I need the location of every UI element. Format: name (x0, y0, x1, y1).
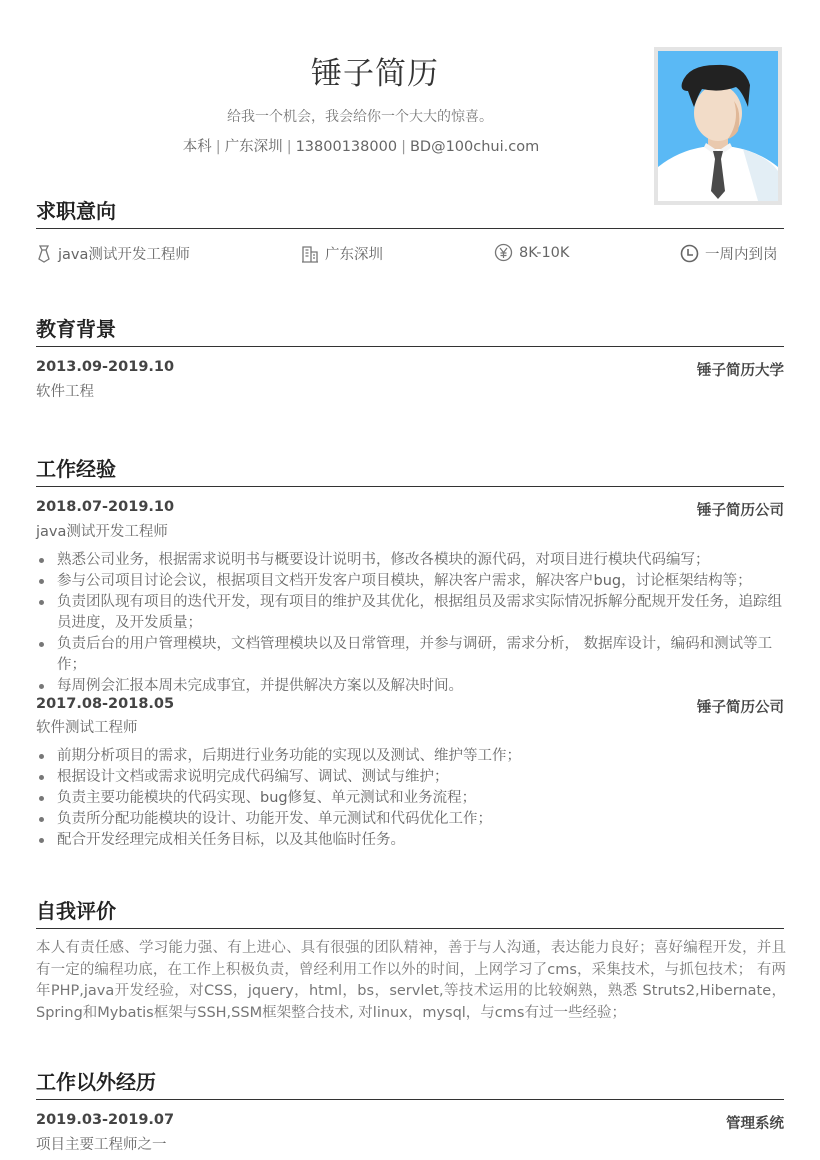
avatar-illustration-icon (658, 51, 778, 201)
separator: | (401, 139, 406, 155)
intent-row (36, 243, 784, 265)
clock-icon (680, 244, 699, 263)
intent-position: java测试开发工程师 (36, 243, 190, 264)
outside-project: 管理系统 (726, 1116, 784, 1132)
slogan: 给我一个机会，我会给你一个大大的惊喜。 (227, 109, 493, 125)
phone: 13800138000 (295, 139, 398, 155)
work-date: 2018.07-2019.10 (36, 499, 175, 515)
section-divider (36, 228, 784, 229)
section-title-education: 教育背景 (36, 317, 116, 341)
list-item: 熟悉公司业务，根据需求说明书与概要设计说明书，修改各模块的源代码，对项目进行模块代码编写； (36, 550, 786, 571)
work-date: 2017.08-2018.05 (36, 696, 175, 712)
list-item: 每周例会汇报本周未完成事宜，并提供解决方案以及解决时间。 (36, 676, 786, 697)
section-title-intent: 求职意向 (36, 199, 116, 223)
list-item: 前期分析项目的需求，后期进行业务功能的实现以及测试、维护等工作； (36, 746, 786, 767)
intent-salary: 8K-10K (494, 243, 569, 262)
education-school: 锤子简历大学 (697, 363, 784, 379)
list-item: 负责后台的用户管理模块，文档管理模块以及日常管理，并参与调研，需求分析， 数据库设计，编码和测试等工作； (36, 634, 786, 676)
intent-city: 广东深圳 (301, 243, 383, 264)
section-title-work: 工作经验 (36, 457, 116, 481)
education-major: 软件工程 (36, 384, 94, 400)
work-company: 锤子简历公司 (697, 503, 784, 519)
list-item: 负责团队现有项目的迭代开发，现有项目的维护及其优化，根据组员及需求实际情况拆解分配规开发任务，追踪组员进度，及开发质量； (36, 592, 786, 634)
list-item: 负责主要功能模块的代码实现、bug修复、单元测试和业务流程； (36, 788, 786, 809)
outside-date: 2019.03-2019.07 (36, 1112, 175, 1128)
yen-icon (494, 243, 513, 262)
avatar-photo (654, 47, 782, 205)
separator: | (215, 139, 221, 155)
section-divider (36, 928, 784, 929)
work-role: 软件测试工程师 (36, 720, 138, 736)
list-item: 负责所分配功能模块的设计、功能开发、单元测试和代码优化工作； (36, 809, 786, 830)
tie-icon (36, 245, 52, 263)
email: BD@100chui.com (409, 139, 540, 155)
section-title-self-evaluation: 自我评价 (36, 899, 116, 923)
location: 广东深圳 (224, 139, 283, 155)
section-title-outside-experience: 工作以外经历 (36, 1070, 156, 1094)
work-role: java测试开发工程师 (36, 524, 168, 540)
section-divider (36, 1099, 784, 1100)
degree: 本科 (182, 139, 212, 155)
list-item: 配合开发经理完成相关任务目标，以及其他临时任务。 (36, 830, 786, 851)
list-item: 参与公司项目讨论会议，根据项目文档开发客户项目模块，解决客户需求，解决客户bug，讨论框架结构等； (36, 571, 786, 592)
self-evaluation-text: 本人有责任感、学习能力强、有上进心、具有很强的团队精神，善于与人沟通，表达能力良好；喜好编程开发，并且有一定的编程功底，在工作上积极负责，曾经利用工作以外的时间，上网学习了cms，采集技术，与抓包技术； 有两年PHP,java开发经验，对CSS，jquery，html，bs，servlet,等技术运用的比较娴熟，熟悉 Struts2,Hibernate，Spring和Mybatis框架与SSH,SSM框架整合技术, 对linux，mysql，与cms有过一些经验； (36, 940, 786, 1021)
intent-availability: 一周内到岗 (680, 243, 778, 264)
section-divider (36, 346, 784, 347)
outside-role: 项目主要工程师之一 (36, 1137, 167, 1153)
education-date: 2013.09-2019.10 (36, 359, 175, 375)
work-company: 锤子简历公司 (697, 700, 784, 716)
work-duties-list (36, 550, 786, 697)
work-duties-list (36, 746, 786, 851)
candidate-name: 锤子简历 (311, 56, 439, 92)
list-item: 根据设计文档或需求说明完成代码编写、调试、测试与维护； (36, 767, 786, 788)
section-divider (36, 486, 784, 487)
building-icon (301, 245, 319, 263)
contact-line (0, 135, 722, 156)
separator: | (286, 139, 292, 155)
